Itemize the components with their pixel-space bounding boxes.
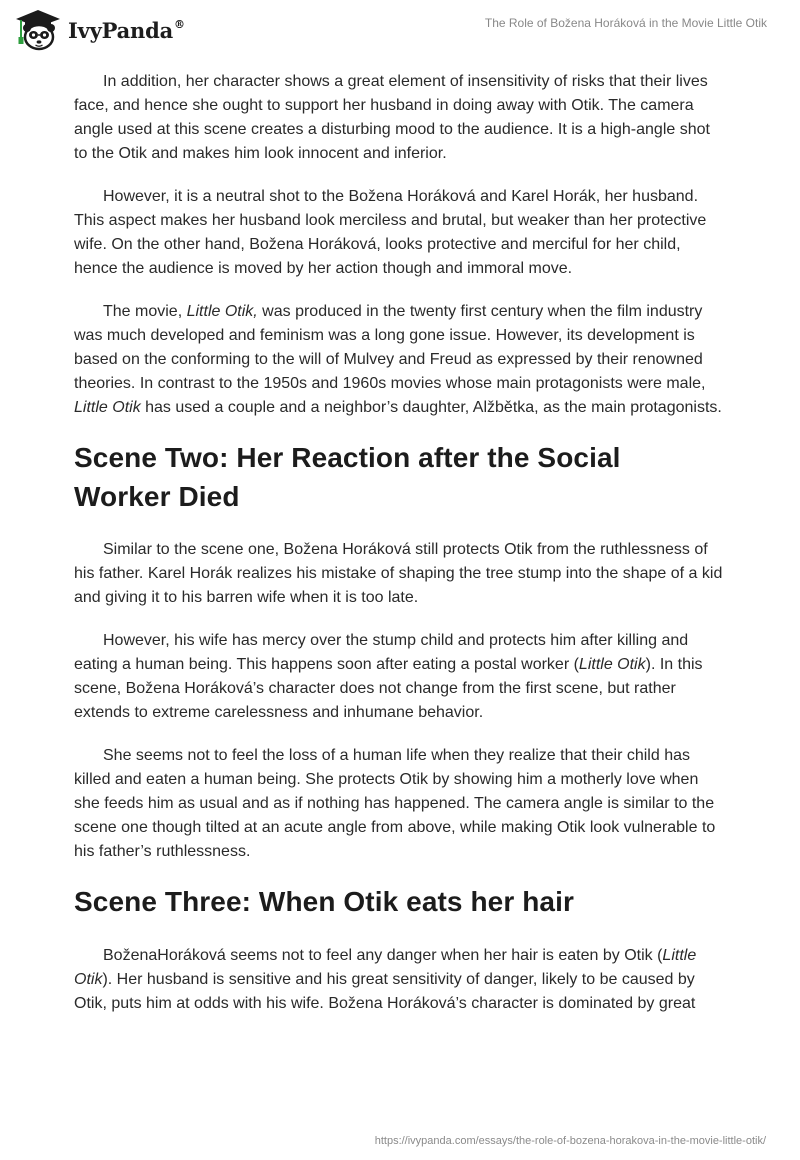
paragraph: BoženaHoráková seems not to feel any danger when her hair is eaten by Otik (Little Otik). Her husband is sensitive and his great sensitivity of danger, likely to be caused by Otik, puts him at odds with his wife. Božena Horáková’s character is dominated by great (74, 946, 697, 1012)
document-title: The Role of Božena Horáková in the Movie Little Otik (484, 16, 767, 30)
paragraph: The movie, Little Otik, was produced in the twenty first century when the film industry was much developed and feminism was a long gone issue. However, its development is based on the conforming to the will of Mulvey and Freud as expressed by their renowned theories. In contrast to the 1950s and 1960s movies whose main protagonists were male, Little Otik has used a couple and a neighbor’s daughter, Alžbětka, as the main protagonists. (74, 303, 722, 416)
paragraph: Similar to the scene one, Božena Horáková still protects Otik from the ruthlessness of his father. Karel Horák realizes his mistake of shaping the tree stump into the shape of a kid and giving it to his barren wife when it is too late. (74, 541, 723, 606)
paragraph: She seems not to feel the loss of a human life when they realize that their child has killed and eaten a human being. She protects Otik by showing him a motherly love when she feeds him as usual and as if nothing has happened. The camera angle is similar to the scene one though tilted at an acute angle from above, while making Otik look vulnerable to his father’s ruthlessness. (74, 747, 716, 860)
paragraph: In addition, her character shows a great element of insensitivity of risks that their lives face, and hence she ought to support her husband in doing away with Otik. The camera angle used at this scene creates a disturbing mood to the audience. It is a high-angle shot to the Otik and makes him look innocent and inferior. (74, 73, 710, 162)
brand-name: IvyPanda® (68, 17, 185, 43)
panda-graduate-icon (14, 8, 62, 52)
section-heading: Scene Three: When Otik eats her hair (74, 886, 574, 917)
paragraph: However, his wife has mercy over the stump child and protects him after killing and eating a human being. This happens soon after eating a postal worker (Little Otik). In this scene, Božena Horáková’s character does not change from the first scene, but rather extends to extreme carelessness and inhumane behavior. (74, 632, 703, 721)
section-heading: Scene Two: Her Reaction after the Social Worker Died (74, 442, 621, 512)
essay-body (74, 70, 724, 1035)
paragraph: However, it is a neutral shot to the Božena Horáková and Karel Horák, her husband. This aspect makes her husband look merciless and brutal, but weaker than her protective wife. On the other hand, Božena Horáková, looks protective and merciful for her child, hence the audience is moved by her action though and immoral move. (74, 188, 707, 277)
ivypanda-logo[interactable] (14, 8, 185, 52)
page-header (0, 0, 800, 62)
source-url-link[interactable]: https://ivypanda.com/essays/the-role-of-bozena-horakova-in-the-movie-little-otik/ (374, 1135, 766, 1147)
